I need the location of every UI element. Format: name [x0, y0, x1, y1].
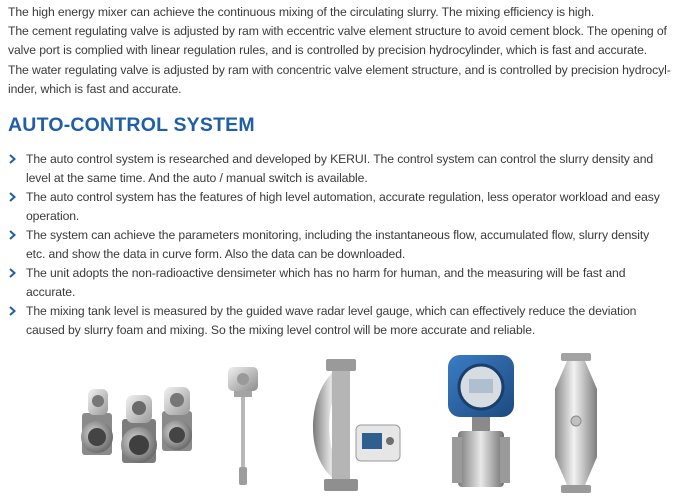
list-item — [8, 264, 668, 302]
list-item-text: The auto control system has the features of high level automation, accurate regulation, less operator workload and easy operation. — [26, 190, 660, 223]
electromagnetic-flowmeters-icon — [76, 375, 196, 475]
intro-paragraph: The high energy mixer can achieve the continuous mixing of the circulating slurry. The mixing efficiency is high. — [8, 5, 595, 19]
straight-tube-mass-flowmeter-icon — [545, 349, 607, 497]
list-item — [8, 226, 668, 264]
chevron-right-icon — [8, 305, 17, 317]
section-title: AUTO-CONTROL SYSTEM — [8, 114, 255, 136]
list-item-text: The auto control system is researched and developed by KERUI. The control system can control the slurry density and level at the same time. And the auto / manual switch is available. — [26, 152, 654, 185]
feature-list — [8, 150, 668, 340]
list-item-text: The unit adopts the non-radioactive densimeter which has no harm for human, and the measuring will be fast and accurate. — [26, 266, 626, 299]
intro-paragraph: The cement regulating valve is adjusted by ram with eccentric valve element structure to avoid cement block. The opening of valve port is complied with linear regulation rules, and is controlled by precision hydrocylinder, which is fast and accurate. — [8, 24, 667, 58]
list-item-text: The system can achieve the parameters monitoring, including the instantaneous flow, accumulated flow, slurry density etc. and show the data in curve form. Also the data can be downloaded. — [26, 228, 650, 261]
flowmeter-transmitter-icon — [438, 351, 528, 496]
radar-level-gauge-icon — [220, 363, 268, 488]
list-item-text: The mixing tank level is measured by the guided wave radar level gauge, which can effectively reduce the deviation caused by slurry foam and mixing. So the mixing level control will be more accurate and reliable. — [26, 304, 637, 337]
chevron-right-icon — [8, 229, 17, 241]
chevron-right-icon — [8, 153, 17, 165]
coriolis-mass-flowmeter-icon — [298, 355, 408, 495]
product-images — [0, 345, 677, 502]
intro-paragraph: The water regulating valve is adjusted by ram with concentric valve element structure, and is controlled by precision hydrocyl-inder, which is fast and accurate. — [8, 62, 671, 96]
chevron-right-icon — [8, 267, 17, 279]
list-item — [8, 150, 668, 188]
intro-text — [8, 3, 676, 99]
chevron-right-icon — [8, 191, 17, 203]
list-item — [8, 188, 668, 226]
list-item — [8, 302, 668, 340]
